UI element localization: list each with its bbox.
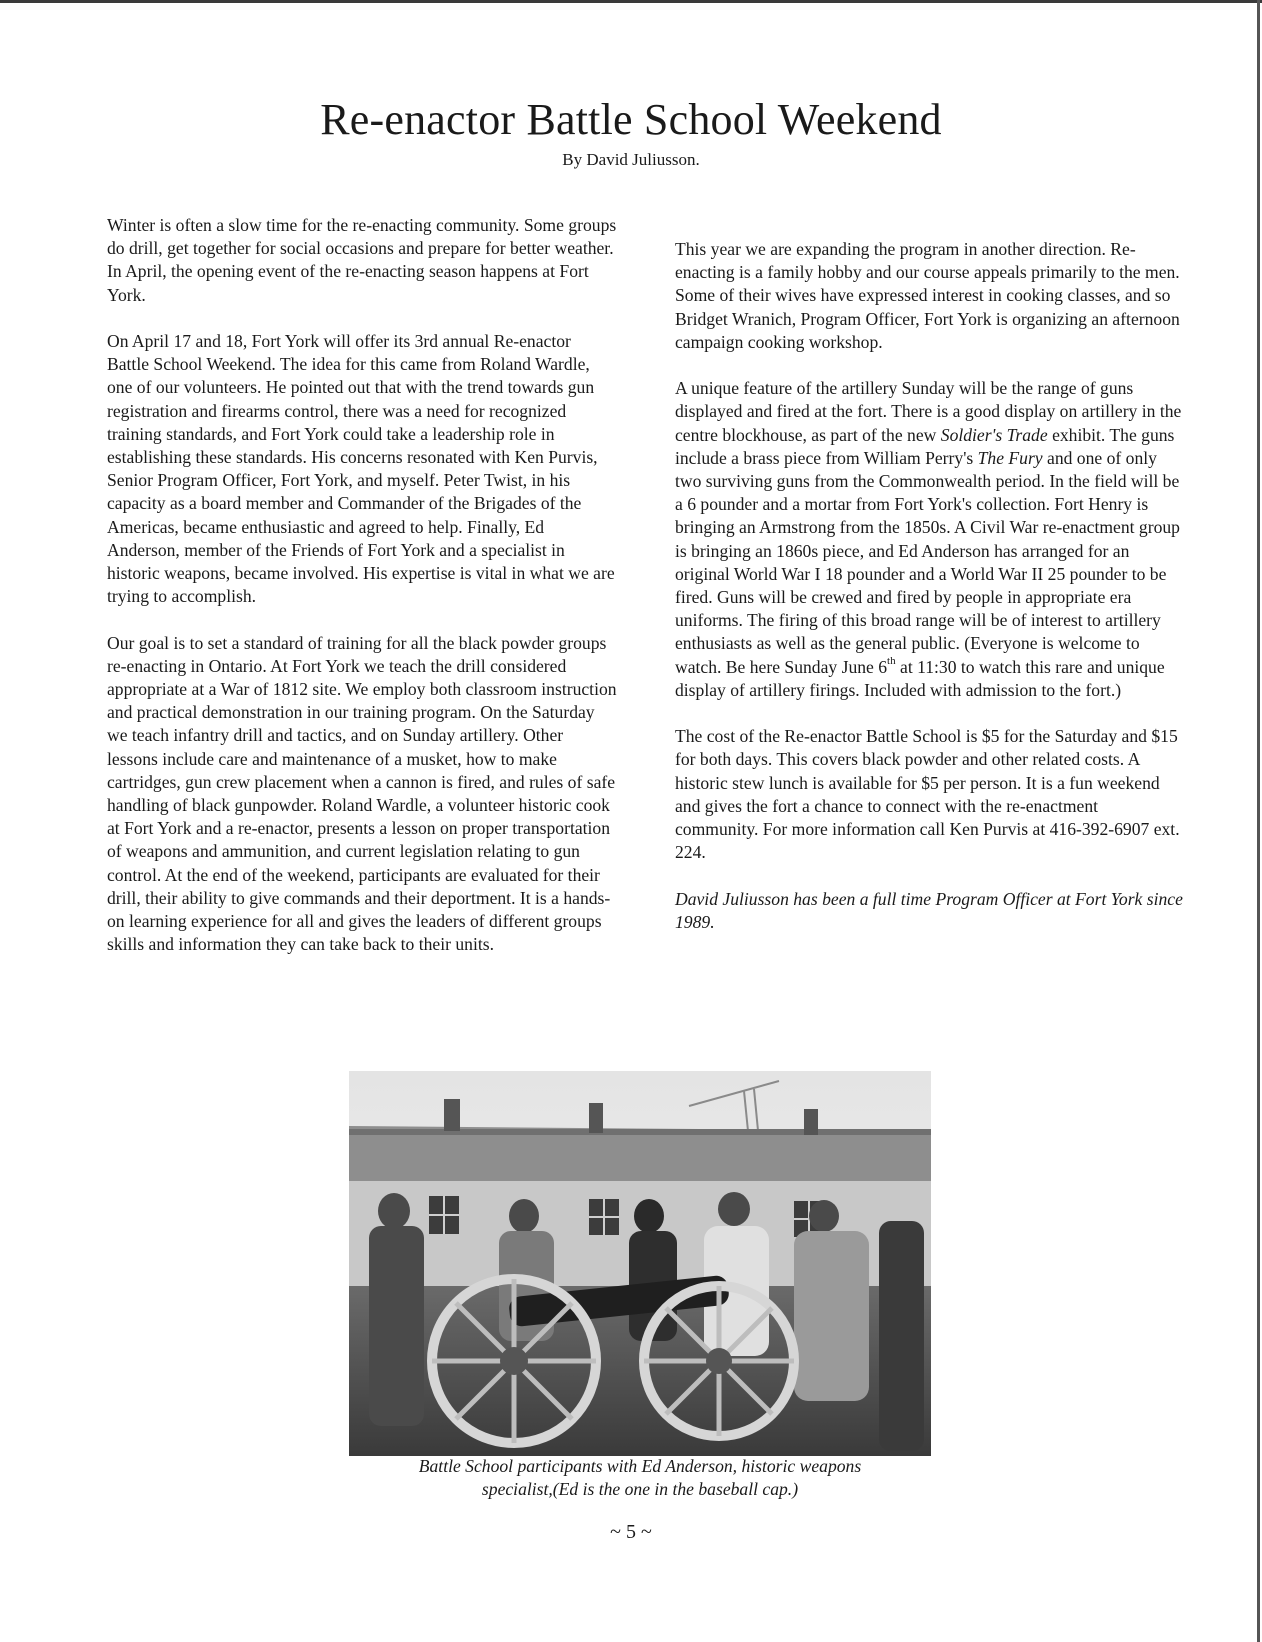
article-byline: By David Juliusson. [562, 150, 700, 169]
ship-name: The Fury [977, 447, 1043, 468]
paragraph: The cost of the Re-enactor Battle School is $5 for the Saturday and $15 for both days. This covers black powder and other related costs. A historic stew lunch is available for $5 per person. It is a fun weekend and gives the fort a chance to connect with the re-enactment community. For more information call Ken Purvis at 416-392-6907 ext. 224. [675, 726, 1180, 863]
paragraph: On April 17 and 18, Fort York will offer its 3rd annual Re-enactor Battle School Weekend. The idea for this came from Roland Wardle, one of our volunteers. He pointed out that with the trend towards gun registration and firearms control, there was a need for recognized training standards, and Fort York could take a leadership role in establishing these standards. His concerns resonated with Ken Purvis, Senior Program Officer, Fort York, and myself. Peter Twist, in his capacity as a board member and Commander of the Brigades of the Americas, became enthusiastic and agreed to help. Finally, Ed Anderson, member of the Friends of Fort York and a specialist in historic weapons, became involved. His expertise is vital in what we are trying to accomplish. [107, 331, 615, 607]
paragraph: A unique feature of the artillery Sunday will be the range of guns displayed and fired at the fort. There is a good display on artillery in the centre blockhouse, as part of the new Soldier's Trade exhibit. The guns include a brass piece from William Perry's The Fury and one of only two surviving guns from the Commonwealth period. In the field will be a 6 pounder and a mortar from Fort York's collection. Fort Henry is bringing an Armstrong from the 1850s. A Civil War re-enactment group is bringing an 1860s piece, and Ed Anderson has arranged for an original World War I 18 pounder and a World War II 25 pounder to be fired. Guns will be crewed and fired by people in appropriate era uniforms. The firing of this broad range will be of interest to artillery enthusiasts as well as the general public. (Everyone is welcome to watch. Be here Sunday June 6th at 11:30 to watch this rare and unique display of artillery firings. Included with admission to the fort.) [675, 378, 1182, 700]
left-column [107, 214, 617, 980]
exhibit-title: Soldier's Trade [940, 424, 1048, 445]
ordinal-suffix: th [887, 654, 896, 667]
battle-school-photo [349, 1071, 931, 1456]
right-column [675, 238, 1185, 957]
article-title: Re-enactor Battle School Weekend [320, 95, 942, 144]
paragraph: This year we are expanding the program in another direction. Re-enacting is a family hobby and our course appeals primarily to the men. Some of their wives have expressed interest in cooking classes, and so Bridget Wranich, Program Officer, Fort York is organizing an afternoon campaign cooking workshop. [675, 239, 1180, 352]
page-top-rule [0, 0, 1262, 3]
page-number: ~ 5 ~ [610, 1521, 652, 1543]
paragraph: Winter is often a slow time for the re-enacting community. Some groups do drill, get together for social occasions and prepare for better weather. In April, the opening event of the re-enacting season happens at Fort York. [107, 215, 617, 305]
page-right-edge [1257, 0, 1260, 1642]
paragraph: Our goal is to set a standard of training for all the black powder groups re-enacting in Ontario. At Fort York we teach the drill considered appropriate at a War of 1812 site. We employ both classroom instruction and practical demonstration in our training program. On the Saturday we teach infantry drill and tactics, and on Sunday artillery. Other lessons include care and maintenance of a musket, how to make cartridges, gun crew placement when a cannon is fired, and rules of safe handling of black gunpowder. Roland Wardle, a volunteer historic cook at Fort York and a re-enactor, presents a lesson on proper transportation of weapons and ammunition, and current legislation relating to gun control. At the end of the weekend, participants are evaluated for their drill, their ability to give commands and their deportment. It is a hands-on learning experience for all and gives the leaders of different groups skills and information they can take back to their units. [107, 632, 617, 955]
author-note: David Juliusson has been a full time Program Officer at Fort York since 1989. [675, 888, 1183, 932]
photo-caption: Battle School participants with Ed Anderson, historic weapons specialist,(Ed is the one in the baseball cap.) [418, 1456, 862, 1499]
